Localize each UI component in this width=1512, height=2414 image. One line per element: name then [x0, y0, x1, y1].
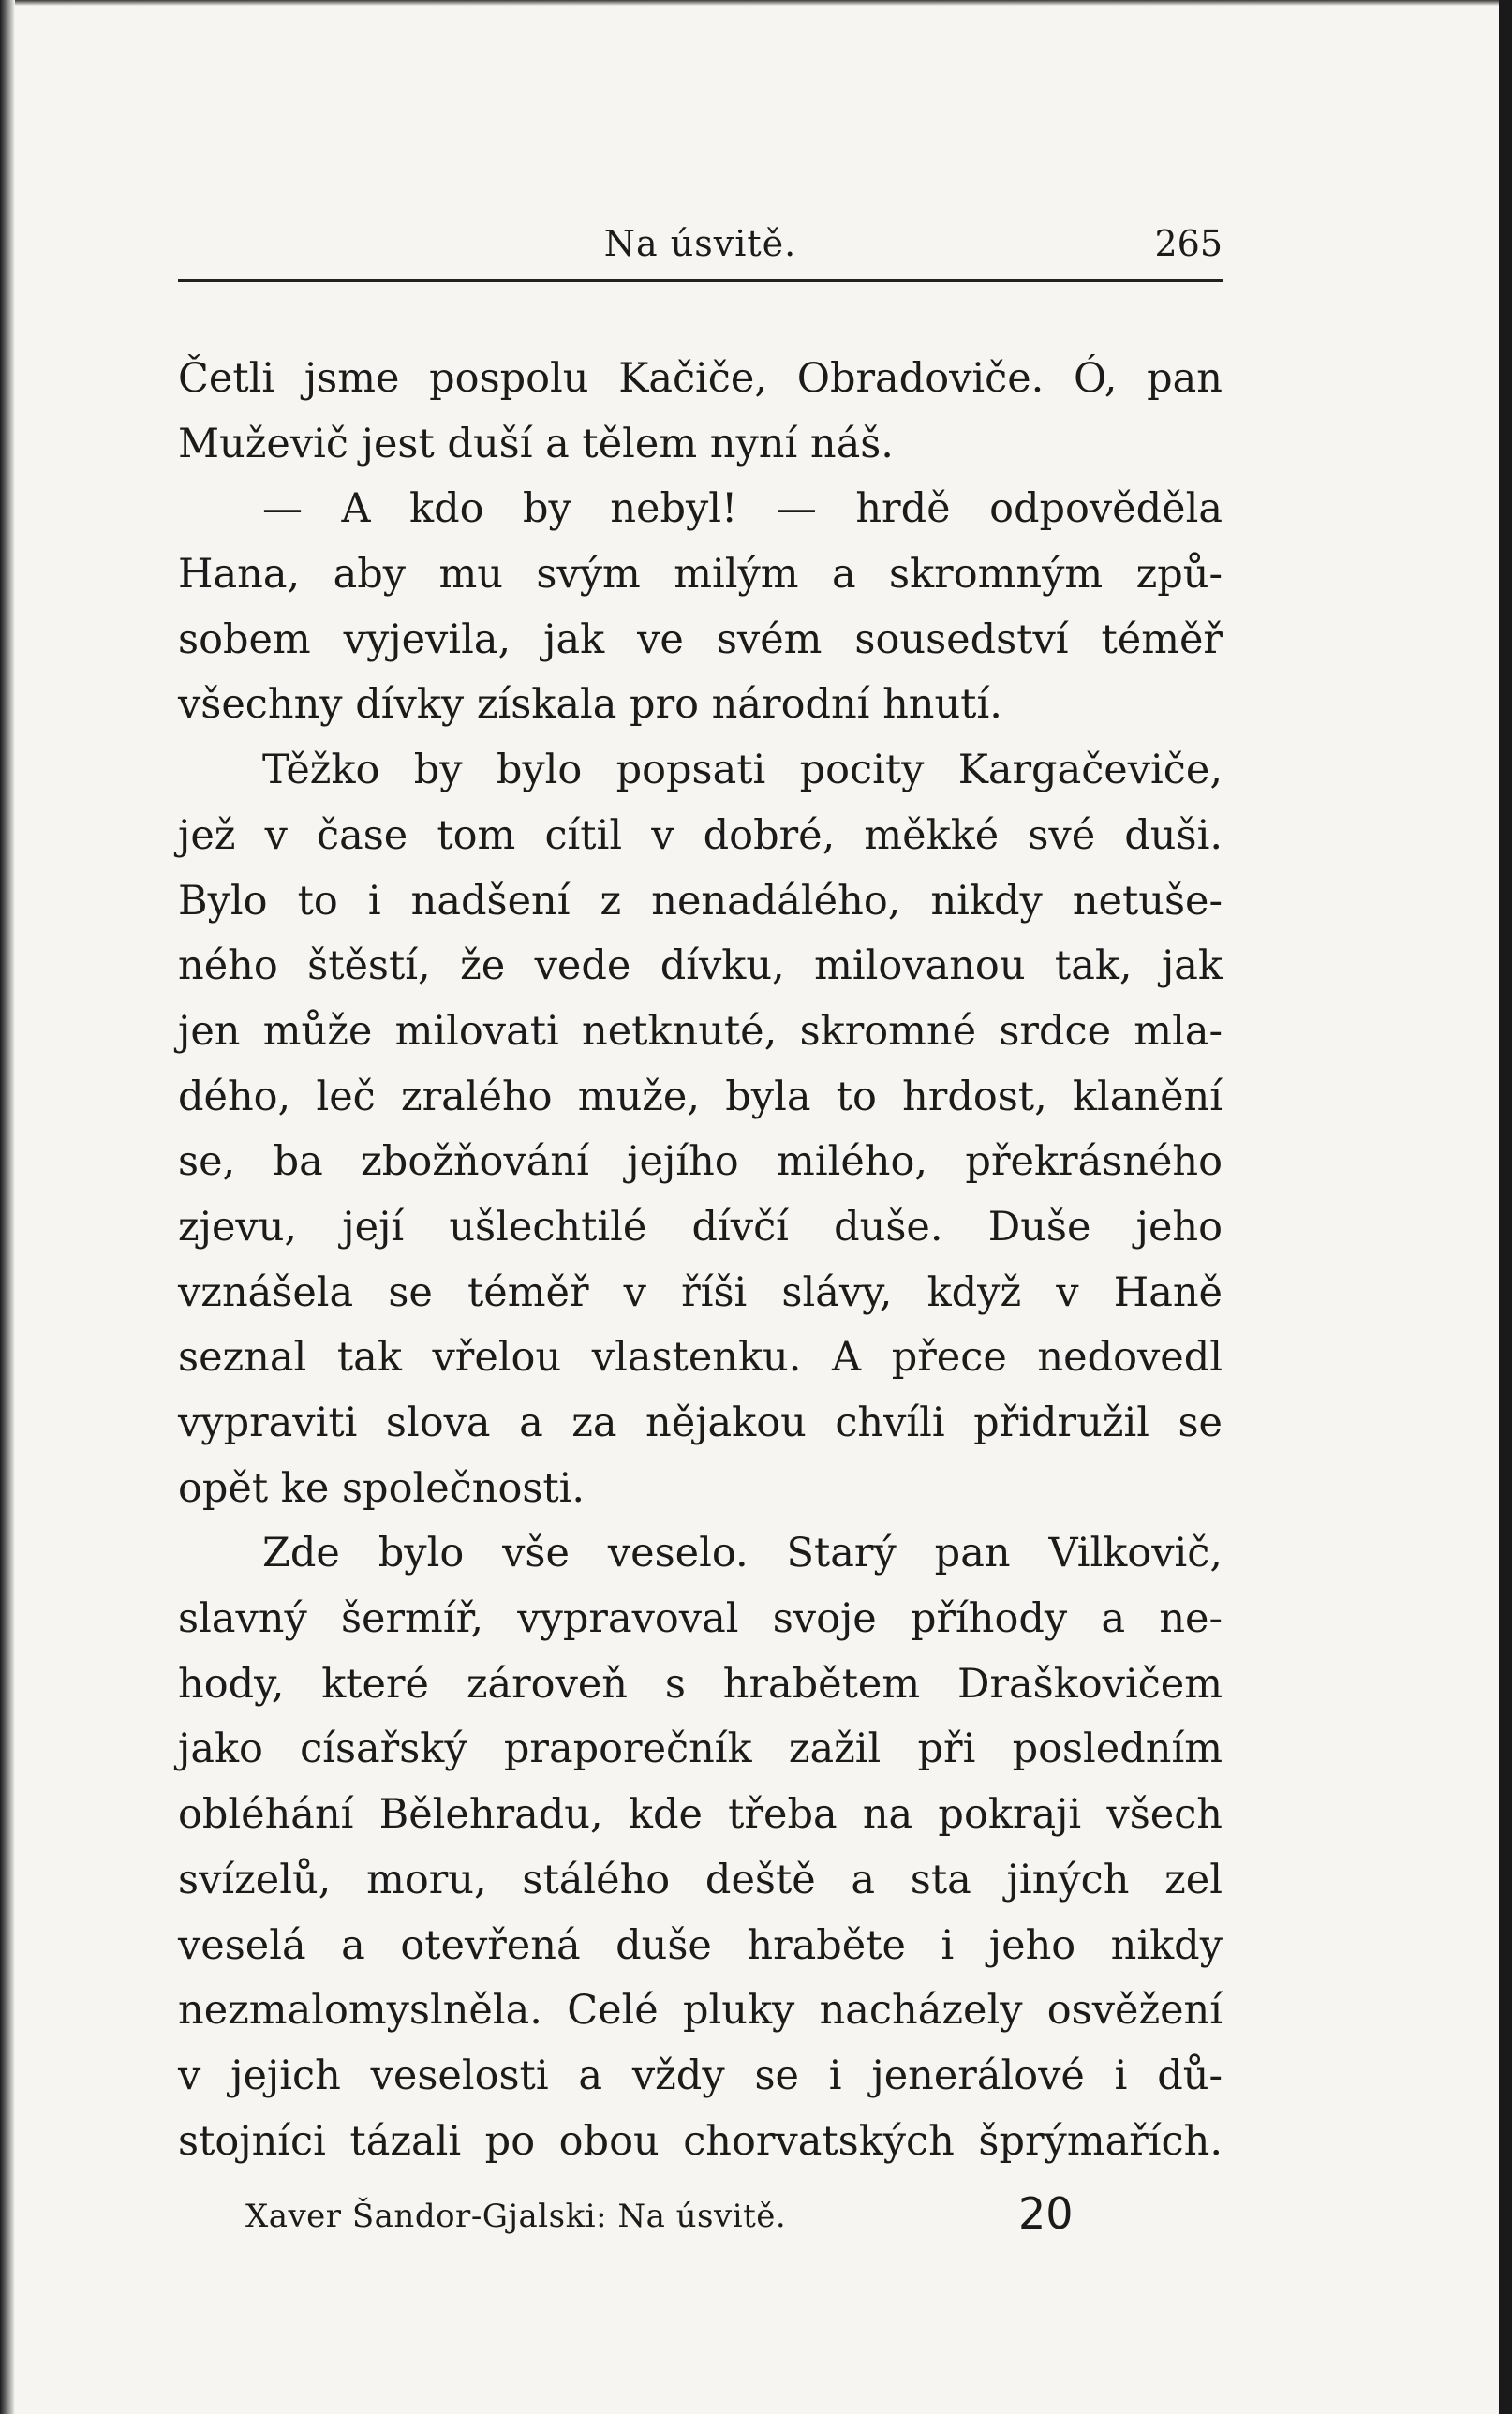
text-line: slavný šermíř, vypravoval svoje příhody a ne- — [178, 1595, 1223, 1643]
text-line: všechny dívky získala pro národní hnutí. — [178, 681, 1002, 729]
signature-footer — [245, 2188, 1089, 2244]
text-line: Bylo to i nadšení z nenadálého, nikdy netuše- — [178, 877, 1223, 925]
text-line: stojníci tázali po obou chorvatských šprýmařích. — [178, 2117, 1223, 2165]
text-line: ného štěstí, že vede dívku, milovanou tak, jak — [178, 942, 1223, 990]
text-line: vypraviti slova a za nějakou chvíli přidružil se — [178, 1400, 1223, 1446]
page-top-edge — [0, 0, 1512, 6]
text-line: hody, které zároveň s hrabětem Draškovičem — [178, 1660, 1223, 1708]
text-line: nezmalomyslněla. Celé pluky nacházely osvěžení — [178, 1987, 1223, 2035]
text-line: jen může milovati netknuté, skromné srdce mla- — [178, 1007, 1223, 1055]
page-binding-edge — [0, 0, 15, 2414]
running-header — [178, 214, 1223, 270]
signature-text: Xaver Šandor-Gjalski: Na úsvitě. — [245, 2198, 787, 2235]
text-line: se, ba zbožňování jejího milého, překrásného — [178, 1138, 1223, 1186]
text-line: Těžko by bylo popsati pocity Kargačeviče, — [262, 747, 1223, 794]
text-line: opět ke společnosti. — [178, 1464, 586, 1512]
text-line: sobem vyjevila, jak ve svém sousedství téměř — [178, 615, 1223, 663]
running-title: Na úsvitě. — [603, 223, 797, 264]
text-line: jako císařský praporečník zažil při posledním — [178, 1725, 1223, 1773]
text-line: vznášela se téměř v říši slávy, když v Haně — [178, 1268, 1223, 1316]
text-line: v jejich veselosti a vždy se i jenerálové i dů- — [178, 2051, 1223, 2099]
text-line: dého, leč zralého muže, byla to hrdost, klanění — [178, 1073, 1223, 1120]
text-line: Zde bylo vše veselo. Starý pan Vilkovič, — [262, 1530, 1223, 1577]
text-line: seznal tak vřelou vlastenku. A přece nedovedl — [178, 1334, 1223, 1382]
text-line: zjevu, její ušlechtilé dívčí duše. Duše jeho — [178, 1203, 1223, 1251]
text-line: veselá a otevřená duše hraběte i jeho nikdy — [178, 1921, 1223, 1969]
text-line: Muževič jest duší a tělem nyní náš. — [178, 420, 894, 467]
body-text — [178, 347, 1223, 2174]
text-line: Četli jsme pospolu Kačiče, Obradoviče. Ó, pan — [178, 355, 1223, 402]
text-line: Hana, aby mu svým milým a skromným způ- — [178, 551, 1223, 599]
text-line: jež v čase tom cítil v dobré, měkké své duši. — [178, 811, 1223, 859]
text-line: obléhání Bělehradu, kde třeba na pokraji všech — [178, 1791, 1223, 1839]
sheet-number: 20 — [1018, 2188, 1074, 2239]
text-line: svízelů, moru, stálého deště a sta jiných zel — [178, 1856, 1223, 1903]
text-line: — A kdo by nebyl! — hrdě odpověděla — [262, 485, 1223, 533]
page-number: 265 — [1154, 223, 1223, 264]
page-right-edge — [1499, 0, 1512, 2414]
header-rule — [178, 279, 1223, 282]
